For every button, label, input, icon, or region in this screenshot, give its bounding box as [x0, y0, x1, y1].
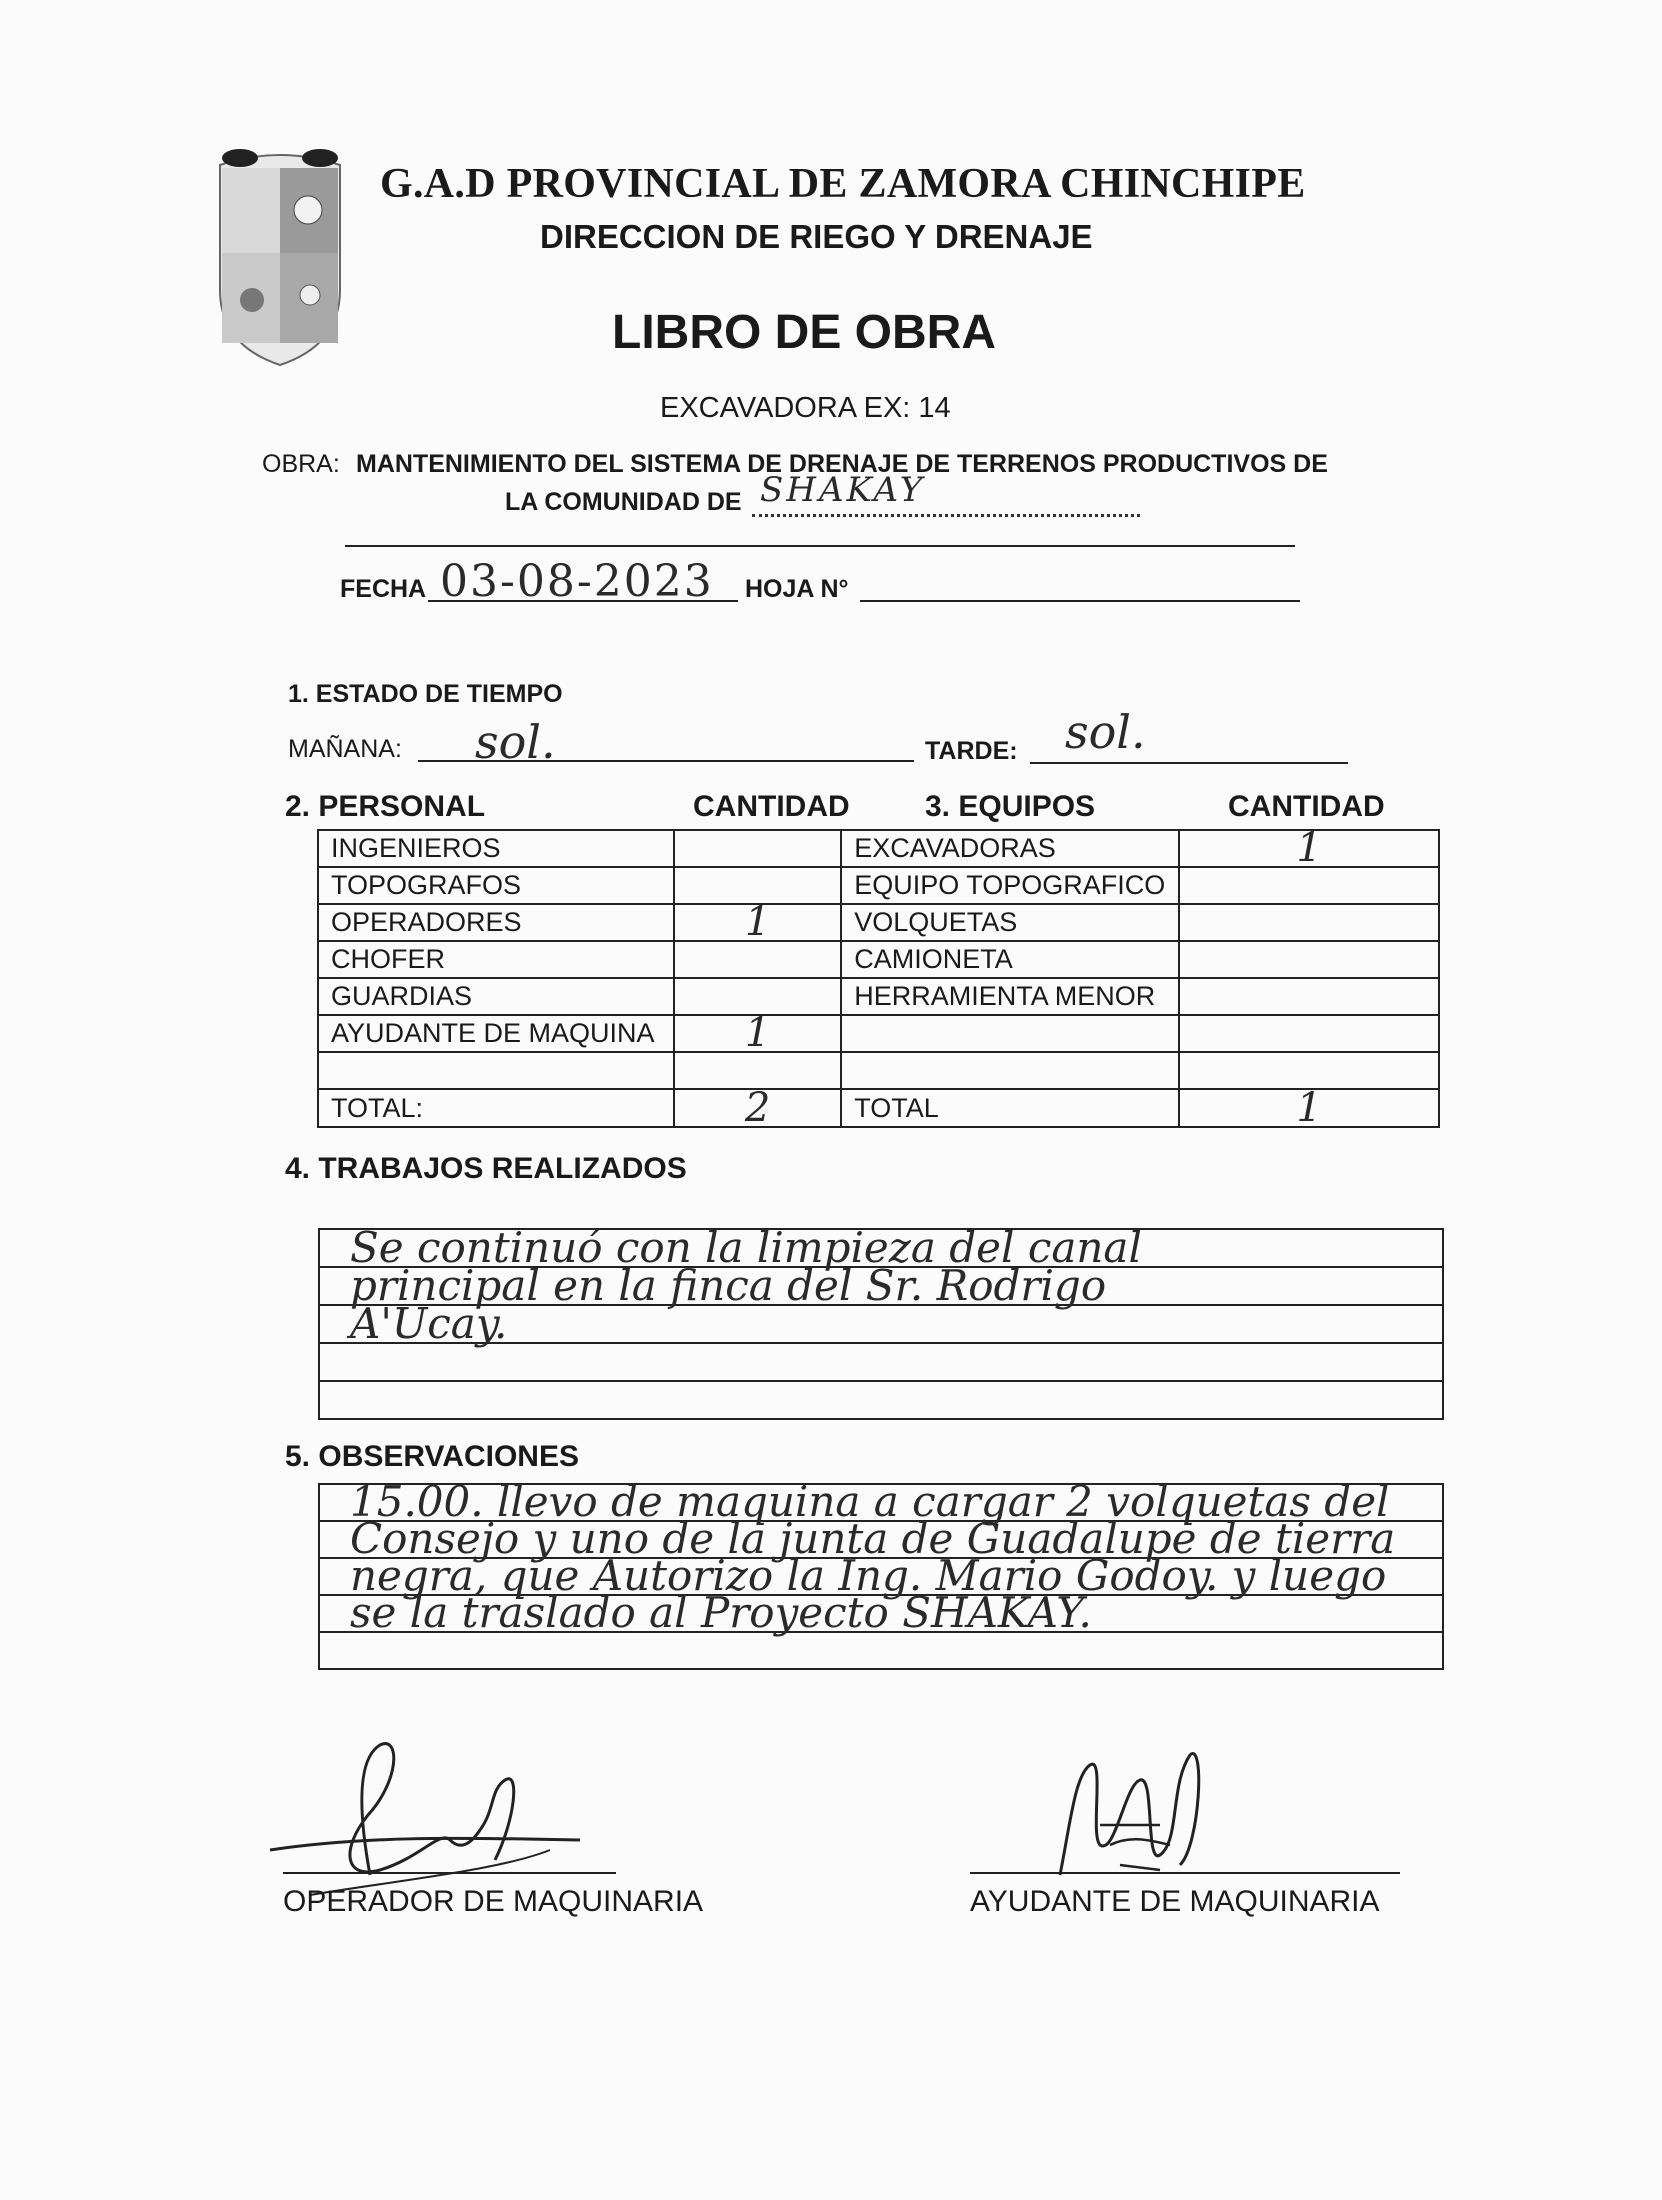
handwritten-text: principal en la finca del Sr. Rodrigo — [350, 1261, 1107, 1310]
equipment-qty-cell — [1179, 1015, 1439, 1052]
personal-qty-cell: 1 — [674, 1015, 841, 1052]
equipment-qty-cell: 1 — [1179, 830, 1439, 867]
assistant-signature-label: AYUDANTE DE MAQUINARIA — [970, 1885, 1380, 1918]
obra-label: OBRA: — [262, 450, 340, 478]
table-row — [318, 830, 1439, 867]
text-line — [320, 1299, 1442, 1348]
table-row — [318, 941, 1439, 978]
obra-description-line2: LA COMUNIDAD DE — [505, 488, 742, 516]
community-name: SHAKAY — [760, 470, 926, 510]
assistant-signature-line — [970, 1872, 1400, 1874]
equipment-qty-cell — [1179, 1052, 1439, 1089]
obra-extra-line — [345, 545, 1295, 547]
equipment-qty-cell — [1179, 941, 1439, 978]
handwritten-text: se la traslado al Proyecto SHAKAY. — [350, 1588, 1092, 1637]
morning-label: MAÑANA: — [288, 735, 402, 763]
personal-role-cell: OPERADORES — [318, 904, 674, 941]
operator-signature-label: OPERADOR DE MAQUINARIA — [283, 1885, 704, 1918]
equipment-name-cell: CAMIONETA — [841, 941, 1179, 978]
equipment-name-cell: HERRAMIENTA MENOR — [841, 978, 1179, 1015]
equipment-qty-cell — [1179, 978, 1439, 1015]
personal-equipos-table — [317, 829, 1440, 1128]
text-line — [320, 1382, 1442, 1418]
hoja-label: HOJA N° — [745, 575, 849, 603]
handwritten-text: Se continuó con la limpieza del canal — [350, 1223, 1142, 1272]
table-row — [318, 1089, 1439, 1127]
department-name: DIRECCION DE RIEGO Y DRENAJE — [540, 218, 1093, 255]
personal-role-cell: CHOFER — [318, 941, 674, 978]
afternoon-label: TARDE: — [925, 737, 1018, 765]
equipment-qty-cell — [1179, 867, 1439, 904]
equipment-name-cell: TOTAL — [841, 1089, 1179, 1127]
equipment-name-cell — [841, 1015, 1179, 1052]
personal-qty-cell: 2 — [674, 1089, 841, 1127]
personal-qty-cell — [674, 1052, 841, 1089]
text-line — [320, 1344, 1442, 1382]
fecha-value: 03-08-2023 — [440, 556, 714, 607]
weather-section-label: 1. ESTADO DE TIEMPO — [288, 680, 563, 708]
personal-role-cell: TOPOGRAFOS — [318, 867, 674, 904]
equipment-name-cell: VOLQUETAS — [841, 904, 1179, 941]
book-title: LIBRO DE OBRA — [612, 306, 996, 359]
trabajos-box — [318, 1223, 1444, 1420]
personal-section-label: 2. PERSONAL — [285, 790, 486, 823]
personal-qty-cell: 1 — [674, 904, 841, 941]
hoja-line — [860, 600, 1300, 602]
table-row — [318, 867, 1439, 904]
personal-qty-cell — [674, 978, 841, 1015]
equipment-name-cell: EXCAVADORAS — [841, 830, 1179, 867]
personal-role-cell: GUARDIAS — [318, 978, 674, 1015]
personal-qty-header: CANTIDAD — [693, 790, 850, 823]
observaciones-box — [318, 1477, 1444, 1670]
operator-signature-line — [283, 1872, 616, 1874]
equipment-qty-cell — [1179, 904, 1439, 941]
org-name: G.A.D PROVINCIAL DE ZAMORA CHINCHIPE — [380, 161, 1306, 207]
personal-qty-cell — [674, 867, 841, 904]
equipos-section-label: 3. EQUIPOS — [925, 790, 1096, 823]
personal-role-cell — [318, 1052, 674, 1089]
equipment-qty-cell: 1 — [1179, 1089, 1439, 1127]
handwritten-text: negra, que Autorizo la Ing. Mario Godoy. y luego — [350, 1551, 1387, 1600]
equipment-name-cell: EQUIPO TOPOGRAFICO — [841, 867, 1179, 904]
personal-qty-cell — [674, 941, 841, 978]
afternoon-line — [1030, 762, 1348, 764]
trabajos-section-label: 4. TRABAJOS REALIZADOS — [285, 1152, 687, 1185]
equipment-name-cell — [841, 1052, 1179, 1089]
text-line — [320, 1633, 1442, 1668]
handwritten-text: A'Ucay. — [350, 1299, 508, 1348]
handwritten-text: 15.00. llevo de maquina a cargar 2 volquetas del — [350, 1477, 1390, 1526]
table-row — [318, 904, 1439, 941]
assistant-signature — [1030, 1725, 1230, 1895]
machine-id: EXCAVADORA EX: 14 — [660, 392, 951, 424]
fecha-label: FECHA — [340, 575, 427, 603]
table-row — [318, 978, 1439, 1015]
personal-role-cell: AYUDANTE DE MAQUINA — [318, 1015, 674, 1052]
obra-description-line1: MANTENIMIENTO DEL SISTEMA DE DRENAJE DE TERRENOS PRODUCTIVOS DE — [356, 450, 1328, 478]
handwritten-text: Consejo y uno de la junta de Guadalupe de tierra — [350, 1514, 1396, 1563]
text-line — [320, 1588, 1442, 1637]
provincial-seal-logo — [200, 140, 360, 380]
personal-role-cell: TOTAL: — [318, 1089, 674, 1127]
table-row — [318, 1052, 1439, 1089]
personal-role-cell: INGENIEROS — [318, 830, 674, 867]
observaciones-section-label: 5. OBSERVACIONES — [285, 1440, 579, 1473]
table-row — [318, 1015, 1439, 1052]
afternoon-value: sol. — [1065, 705, 1146, 759]
morning-value: sol. — [475, 715, 556, 769]
equipos-qty-header: CANTIDAD — [1228, 790, 1385, 823]
personal-qty-cell — [674, 830, 841, 867]
